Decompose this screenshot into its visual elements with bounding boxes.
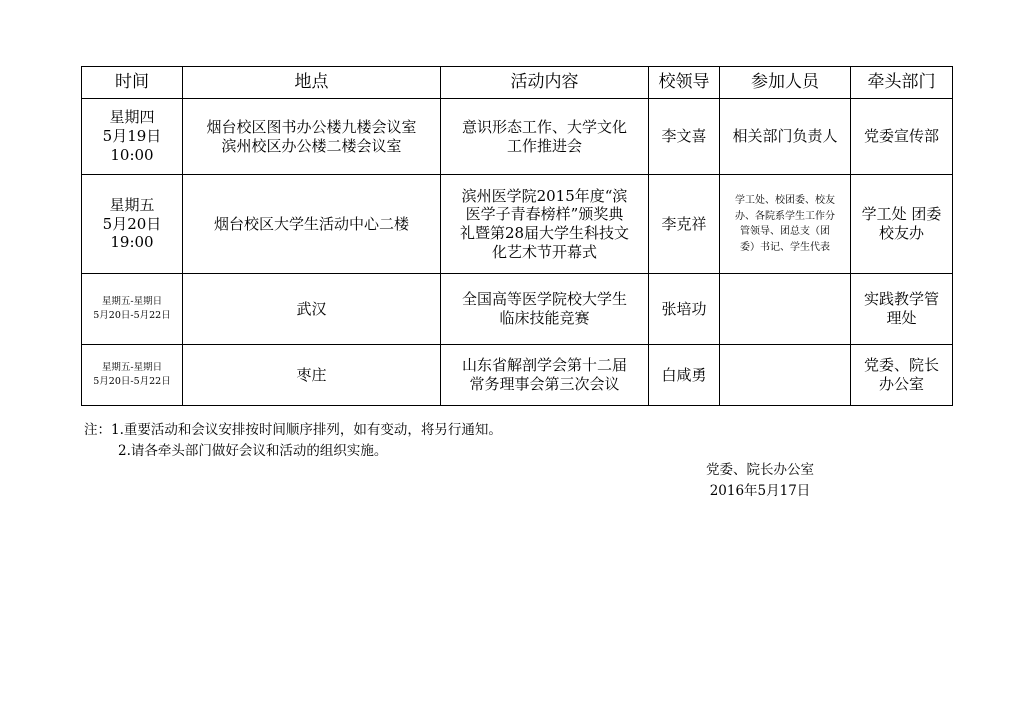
- cell-participants: [720, 274, 851, 345]
- cell-dept: [851, 175, 953, 274]
- dept-line: 理处: [886, 309, 917, 327]
- signature-org: 党委、院长办公室: [706, 462, 814, 478]
- place-line: 烟台校区图书办公楼九楼会议室: [206, 117, 417, 136]
- time-line: 星期四: [109, 108, 155, 127]
- cell-leader: 白咸勇: [649, 345, 720, 406]
- header-activity: 活动内容: [441, 67, 649, 99]
- cell-place: [183, 99, 441, 175]
- participants-line: 管领导、团总支（团: [740, 226, 830, 237]
- place-line: 滨州校区办公楼二楼会议室: [221, 136, 402, 155]
- cell-place: [183, 345, 441, 406]
- activity-line: 工作推进会: [506, 136, 582, 155]
- time-line: 10:00: [110, 145, 154, 164]
- cell-time: [82, 99, 183, 175]
- header-dept: 牵头部门: [851, 67, 953, 99]
- table-row: [82, 274, 953, 345]
- participants-line: 委）书记、学生代表: [740, 241, 830, 253]
- cell-time: [82, 175, 183, 274]
- notes: [84, 420, 502, 462]
- time-line: 星期五-星期日: [101, 295, 163, 307]
- time-line: 星期五-星期日: [101, 361, 163, 373]
- cell-dept: [851, 99, 953, 175]
- place-line: 武汉: [296, 299, 327, 318]
- cell-participants: [720, 99, 851, 175]
- activity-line: 医学子青春榜样”颁奖典: [465, 205, 624, 224]
- participants-line: 相关部门负责人: [732, 127, 838, 146]
- header-leader: 校领导: [649, 67, 720, 99]
- place-line: 枣庄: [296, 365, 327, 384]
- place-line: 烟台校区大学生活动中心二楼: [213, 214, 409, 233]
- dept-line: 党委宣传部: [863, 127, 939, 146]
- activity-line: 滨州医学院2015年度“滨: [461, 186, 628, 205]
- table-row: [82, 345, 953, 406]
- dept-line: 办公室: [878, 375, 924, 393]
- cell-dept: [851, 274, 953, 345]
- header-row: [82, 67, 953, 99]
- cell-time: [82, 274, 183, 345]
- activity-line: 山东省解剖学会第十二届: [461, 356, 627, 375]
- header-participants: 参加人员: [720, 67, 851, 99]
- table-row: [82, 99, 953, 175]
- cell-participants: [720, 345, 851, 406]
- participants-line: 办、各院系学生工作分: [735, 210, 835, 222]
- cell-place: [183, 274, 441, 345]
- time-line: 星期五: [109, 195, 155, 214]
- cell-dept: [851, 345, 953, 406]
- cell-activity: [441, 175, 649, 274]
- cell-place: [183, 175, 441, 274]
- table-row: [82, 175, 953, 274]
- activity-line: 化艺术节开幕式: [491, 242, 597, 261]
- time-line: 5月20日-5月22日: [93, 310, 171, 321]
- cell-participants: [720, 175, 851, 274]
- cell-activity: [441, 345, 649, 406]
- time-line: 19:00: [110, 233, 154, 252]
- activity-line: 全国高等医学院校大学生: [461, 290, 627, 309]
- cell-leader: 李克祥: [649, 175, 720, 274]
- signature-date: 2016年5月17日: [709, 483, 811, 499]
- time-line: 5月20日-5月22日: [93, 376, 171, 387]
- dept-line: 校友办: [878, 224, 924, 242]
- participants-line: 学工处、校团委、校友: [735, 195, 835, 206]
- activity-line: 礼暨第28届大学生科技文: [459, 224, 630, 242]
- activity-line: 意识形态工作、大学文化: [461, 117, 627, 136]
- time-line: 5月20日: [102, 214, 162, 233]
- header-time: 时间: [82, 67, 183, 99]
- cell-activity: [441, 274, 649, 345]
- signature-block: [660, 460, 860, 502]
- dept-line: 学工处 团委: [861, 205, 942, 224]
- note-line: 2.请各牵头部门做好会议和活动的组织实施。: [118, 443, 388, 459]
- header-place: 地点: [183, 67, 441, 99]
- dept-line: 党委、院长: [863, 356, 939, 375]
- cell-activity: [441, 99, 649, 175]
- activity-line: 临床技能竞赛: [499, 309, 590, 327]
- cell-time: [82, 345, 183, 406]
- activity-line: 常务理事会第三次会议: [469, 375, 620, 393]
- cell-leader: 李文喜: [649, 99, 720, 175]
- schedule-table: [81, 66, 953, 406]
- cell-leader: 张培功: [649, 274, 720, 345]
- time-line: 5月19日: [102, 127, 162, 146]
- dept-line: 实践教学管: [863, 290, 939, 309]
- note-line: 注：1.重要活动和会议安排按时间顺序排列，如有变动，将另行通知。: [84, 422, 502, 438]
